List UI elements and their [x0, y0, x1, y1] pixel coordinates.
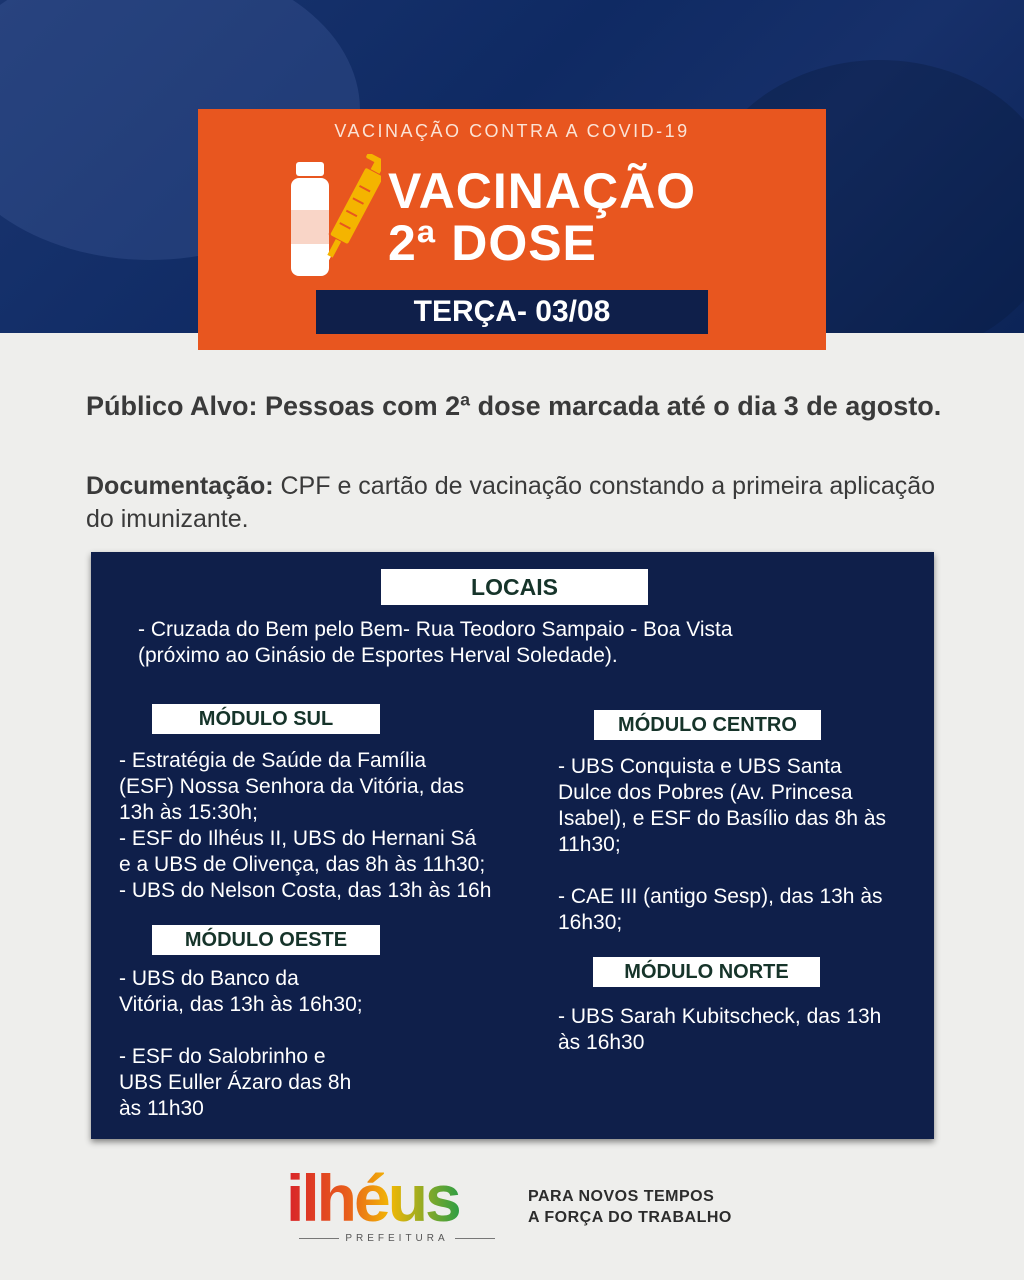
list-item: 16h30; [558, 911, 623, 934]
modulo-sul-heading: MÓDULO SUL [152, 704, 380, 734]
locations-panel [91, 552, 934, 1139]
list-item: - UBS Conquista e UBS Santa [558, 755, 842, 778]
modulo-sul-list [119, 748, 491, 904]
documentacao-body: CPF e cartão de vacinação constando a primeira aplicação do imunizante. [86, 472, 936, 533]
modulo-oeste-heading: MÓDULO OESTE [152, 925, 380, 955]
hero-title [388, 165, 696, 269]
list-item: - ESF do Ilhéus II, UBS do Hernani Sá [119, 827, 477, 850]
hero-title-line1: VACINAÇÃO [388, 163, 697, 219]
list-item: às 11h30 [119, 1097, 204, 1120]
publico-alvo-text: Público Alvo: Pessoas com 2ª dose marcada até o dia 3 de agosto. [86, 391, 942, 421]
list-item: 13h às 15:30h; [119, 801, 258, 824]
list-item: Dulce dos Pobres (Av. Princesa [558, 781, 853, 804]
list-item: Vitória, das 13h às 16h30; [119, 993, 363, 1016]
hero-title-line2: 2ª DOSE [388, 215, 597, 271]
documentacao-text [86, 470, 946, 536]
locais-line-1: - Cruzada do Bem pelo Bem- Rua Teodoro Sampaio - Boa Vista [138, 618, 733, 641]
list-item: - UBS do Nelson Costa, das 13h às 16h [119, 879, 492, 902]
list-item: e a UBS de Olivença, das 8h às 11h30; [119, 853, 486, 876]
ilheus-logo [282, 1163, 512, 1233]
logo-text: ilhéus [286, 1163, 459, 1233]
logo-subtitle [282, 1233, 512, 1251]
list-item: Isabel), e ESF do Basílio das 8h às [558, 807, 887, 830]
modulo-norte-list [558, 1004, 881, 1056]
list-item: - Estratégia de Saúde da Família [119, 749, 427, 772]
vaccine-syringe-icon [286, 154, 381, 289]
modulo-centro-list [558, 754, 886, 936]
list-item: - UBS do Banco da [119, 967, 299, 990]
list-item: UBS Euller Ázaro das 8h [119, 1071, 352, 1094]
slogan-line-2: A FORÇA DO TRABALHO [528, 1209, 732, 1226]
list-item: às 16h30 [558, 1031, 645, 1054]
list-item: - CAE III (antigo Sesp), das 13h às [558, 885, 883, 908]
list-spacer [119, 1018, 363, 1044]
list-spacer [558, 858, 886, 884]
list-item: 11h30; [558, 833, 621, 856]
slogan [528, 1186, 732, 1228]
list-item: (ESF) Nossa Senhora da Vitória, das [119, 775, 465, 798]
hero-subtitle: VACINAÇÃO CONTRA A COVID-19 [334, 121, 690, 141]
locais-heading: LOCAIS [381, 569, 648, 605]
prefeitura-label: PREFEITURA [345, 1233, 449, 1244]
documentacao-label: Documentação: [86, 472, 274, 500]
date-label: TERÇA- 03/08 [316, 290, 708, 334]
modulo-oeste-list [119, 966, 363, 1122]
list-item: - UBS Sarah Kubitscheck, das 13h [558, 1005, 882, 1028]
list-item: - ESF do Salobrinho e [119, 1045, 326, 1068]
locais-line-2: (próximo ao Ginásio de Esportes Herval Soledade). [138, 644, 618, 667]
hero-banner [198, 109, 826, 350]
slogan-line-1: PARA NOVOS TEMPOS [528, 1188, 715, 1205]
modulo-norte-heading: MÓDULO NORTE [593, 957, 820, 987]
modulo-centro-heading: MÓDULO CENTRO [594, 710, 821, 740]
